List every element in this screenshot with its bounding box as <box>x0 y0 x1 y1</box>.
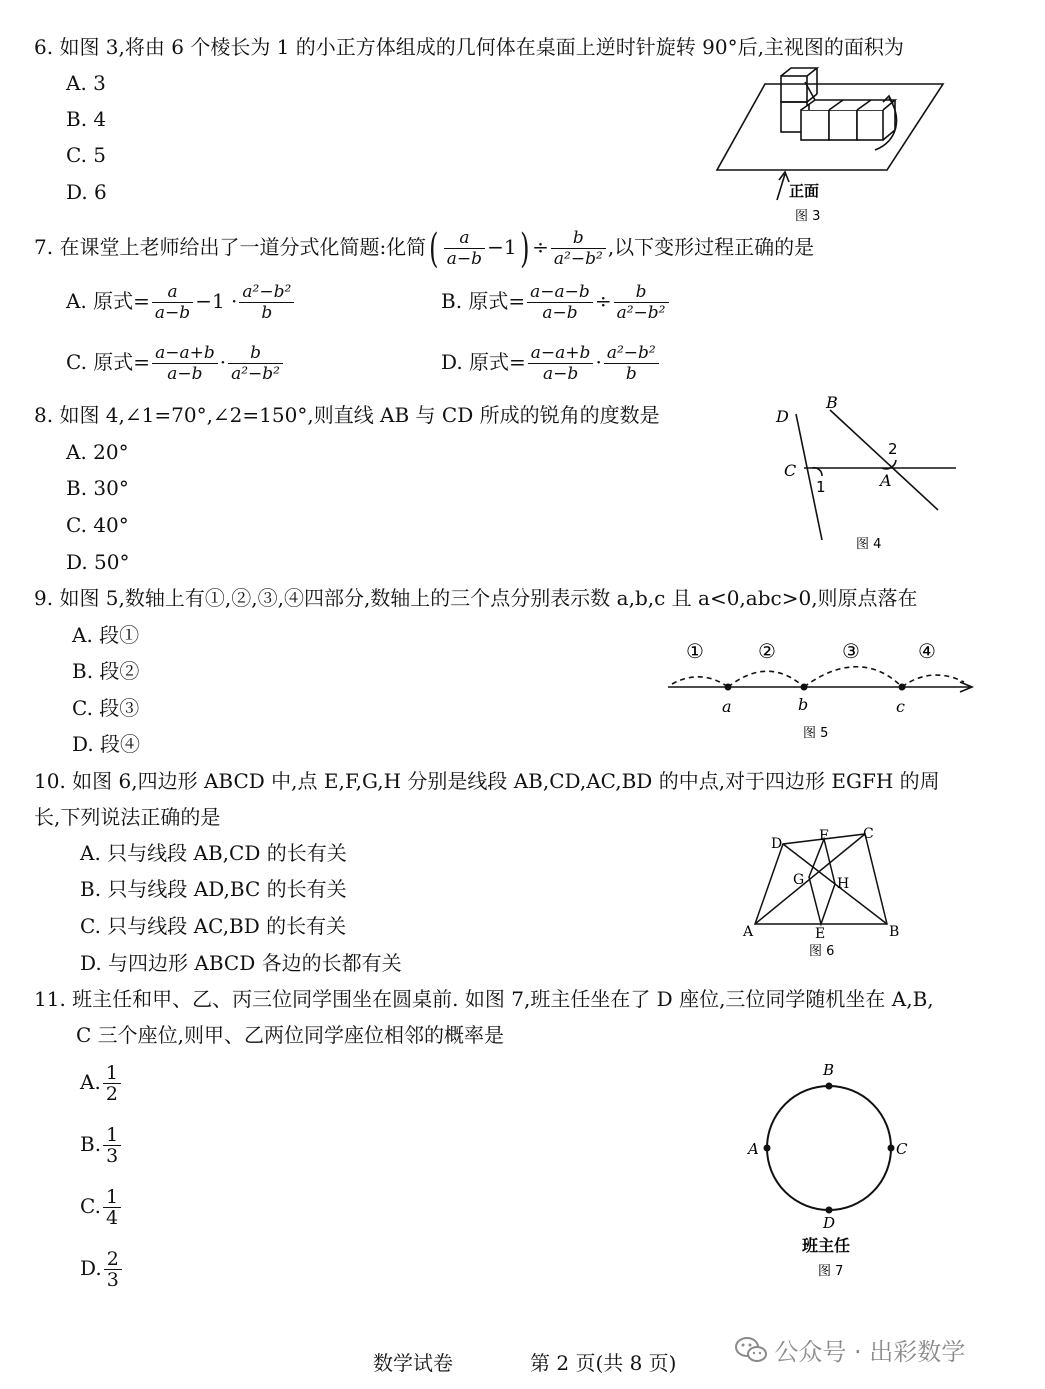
figure-7-round-table <box>740 1058 920 1283</box>
q6-option-c: C. 5 <box>66 143 107 167</box>
svg-text:H: H <box>837 876 850 892</box>
svg-text:④: ④ <box>918 639 936 663</box>
q9-option-d: D. 段④ <box>72 732 141 756</box>
q6-fig-caption: 图 3 <box>795 209 821 224</box>
q11-option-a: A. $\frac{1}{2}$ <box>80 1063 123 1104</box>
svg-text:G: G <box>793 872 805 888</box>
point-b <box>801 684 808 691</box>
svg-text:B: B <box>823 1061 835 1079</box>
svg-text:b: b <box>798 695 809 714</box>
round-table <box>767 1086 891 1210</box>
q6-option-a: A. 3 <box>66 71 106 95</box>
q7-option-a: A. 原式= $\frac{a}{a-b}$ −1 · $\frac{\text{a²−b²}}{b}$ <box>66 282 296 323</box>
svg-text:B: B <box>826 393 838 412</box>
q8-option-d: D. 50° <box>66 550 130 574</box>
q6-option-d: D. 6 <box>66 180 107 204</box>
q10-option-d: D. 与四边形 ABCD 各边的长都有关 <box>80 951 402 975</box>
svg-text:C: C <box>896 1140 908 1158</box>
q7-stem-post: ,以下变形过程正确的是 <box>607 235 815 259</box>
q8-stem: 8. 如图 4,∠1=70°,∠2=150°,则直线 AB 与 CD 所成的锐角的度数是 <box>34 403 660 427</box>
figure-3-cubes <box>705 62 955 227</box>
q8-option-c: C. 40° <box>66 513 129 537</box>
svg-text:②: ② <box>758 639 776 663</box>
q10-stem-line1: 10. 如图 6,四边形 ABCD 中,点 E,F,G,H 分别是线段 AB,CD,AC,BD 的中点,对于四边形 EGFH 的周 <box>34 769 940 793</box>
svg-text:A: A <box>880 471 892 490</box>
svg-text:C: C <box>784 461 797 480</box>
q10-option-b: B. 只与线段 AD,BC 的长有关 <box>80 877 347 901</box>
svg-text:a: a <box>722 697 732 716</box>
figure-5-number-line <box>660 632 980 744</box>
q11-stem-line2: C 三个座位,则甲、乙两位同学座位相邻的概率是 <box>76 1023 505 1047</box>
q8-option-a: A. 20° <box>66 440 129 464</box>
q10-stem-line2: 长,下列说法正确的是 <box>34 805 221 829</box>
q11-option-c: C. $\frac{1}{4}$ <box>80 1187 123 1228</box>
seat-a <box>764 1145 771 1152</box>
q9-stem: 9. 如图 5,数轴上有①,②,③,④四部分,数轴上的三个点分别表示数 a,b,c 且 a<0,abc>0,则原点落在 <box>34 586 918 610</box>
q7-option-d: D. 原式= $\frac{a-a+b}{a-b}$ · $\frac{\text{a²−b²}}{b}$ <box>441 343 661 384</box>
q9-option-c: C. 段③ <box>72 696 140 720</box>
q6-option-b: B. 4 <box>66 107 107 131</box>
q7-option-b: B. 原式= $\frac{a-a-b}{a-b}$ ÷ $\frac{b}{\text{a²−b²}}$ <box>441 282 671 323</box>
seat-b <box>826 1083 833 1090</box>
svg-text:c: c <box>896 697 905 716</box>
figure-6-quadrilateral <box>735 822 910 964</box>
q10-option-c: C. 只与线段 AC,BD 的长有关 <box>80 914 347 938</box>
q9-option-b: B. 段② <box>72 659 140 683</box>
q11-stem-line1: 11. 班主任和甲、乙、丙三位同学围坐在圆桌前. 如图 7,班主任坐在了 D 座位,三位同学随机坐在 A,B, <box>34 987 934 1011</box>
svg-text:③: ③ <box>842 639 860 663</box>
q11-option-b: B. $\frac{1}{3}$ <box>80 1125 123 1166</box>
svg-text:C: C <box>863 826 874 842</box>
svg-text:D: D <box>771 836 783 852</box>
figure-4-lines <box>770 392 965 557</box>
q10-option-a: A. 只与线段 AB,CD 的长有关 <box>80 841 347 865</box>
svg-text:A: A <box>743 924 754 940</box>
svg-text:D: D <box>823 1214 836 1232</box>
svg-text:E: E <box>815 926 826 942</box>
q8-option-b: B. 30° <box>66 476 129 500</box>
q11-fig-caption: 图 7 <box>818 1264 844 1279</box>
seat-c <box>888 1145 895 1152</box>
svg-text:①: ① <box>686 639 704 663</box>
svg-text:1: 1 <box>816 478 826 496</box>
footer-subject: 数学试卷 <box>373 1351 453 1375</box>
footer-page-number: 第 2 页(共 8 页) <box>530 1351 677 1375</box>
seat-d <box>826 1207 833 1214</box>
line-cd <box>796 414 822 540</box>
svg-text:F: F <box>819 828 829 844</box>
svg-text:B: B <box>889 924 900 940</box>
q7-option-c: C. 原式= $\frac{a-a+b}{a-b}$ · $\frac{b}{\text{a²−b²}}$ <box>66 343 285 384</box>
q6-fig-front-label: 正面 <box>789 182 820 200</box>
q8-fig-caption: 图 4 <box>856 537 882 552</box>
q7-stem-pre: 7. 在课堂上老师给出了一道分式化简题:化简 <box>34 235 427 259</box>
q6-stem: 6. 如图 3,将由 6 个棱长为 1 的小正方体组成的几何体在桌面上逆时针旋转 90°后,主视图的面积为 <box>34 35 904 59</box>
teacher-label: 班主任 <box>802 1236 851 1255</box>
wechat-icon <box>734 1335 768 1365</box>
q7-stem: 7. 在课堂上老师给出了一道分式化简题:化简( $\frac{a}{a-b}$ −1) ÷ $\frac{b}{\text{a²−b²}}$ ,以下变形过程正确的是 <box>34 225 815 272</box>
watermark-text: 公众号 · 出彩数学 <box>774 1338 966 1366</box>
q11-option-d: D. $\frac{2}{3}$ <box>80 1249 124 1290</box>
q9-fig-caption: 图 5 <box>803 726 829 741</box>
svg-text:2: 2 <box>888 440 898 458</box>
svg-text:D: D <box>776 407 789 426</box>
point-c <box>899 684 906 691</box>
watermark <box>734 1332 965 1367</box>
q9-option-a: A. 段① <box>72 623 140 647</box>
point-a <box>725 684 732 691</box>
svg-text:A: A <box>748 1140 759 1158</box>
q10-fig-caption: 图 6 <box>809 944 835 959</box>
line-ab <box>830 410 938 510</box>
